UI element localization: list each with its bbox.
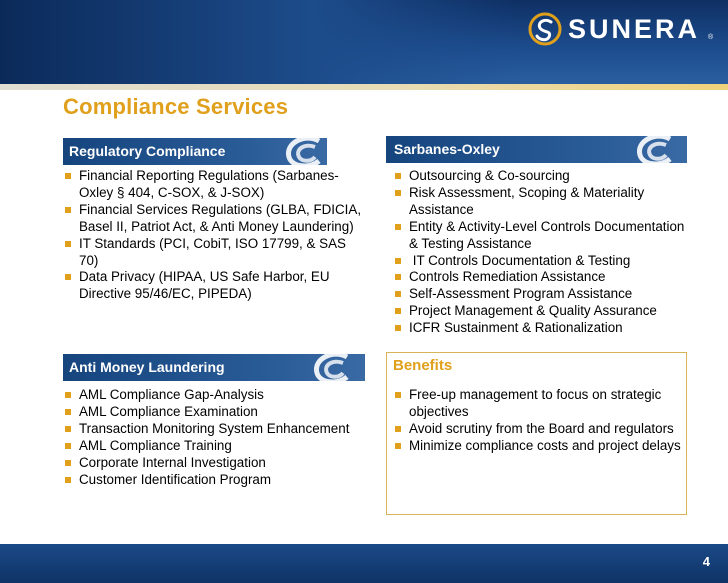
swoosh-icon	[275, 138, 327, 165]
anti-money-laundering-header	[63, 354, 365, 381]
list-item: AML Compliance Examination	[63, 404, 363, 421]
benefits-header	[387, 353, 686, 382]
list-item: AML Compliance Training	[63, 438, 363, 455]
section-title: Anti Money Laundering	[69, 359, 225, 375]
list-item: Risk Assessment, Scoping & Materiality Assistance	[393, 185, 693, 219]
list-item: IT Controls Documentation & Testing	[393, 253, 693, 270]
list-item: Entity & Activity-Level Controls Documentation & Testing Assistance	[393, 219, 693, 253]
list-item: Financial Reporting Regulations (Sarbanes-Oxley § 404, C-SOX, & J-SOX)	[63, 168, 363, 202]
footer-bar	[0, 544, 728, 583]
section-title: Benefits	[393, 357, 453, 374]
benefits-box	[386, 352, 687, 515]
list-item: Corporate Internal Investigation	[63, 455, 363, 472]
list-item: Free-up management to focus on strategic objectives	[393, 387, 681, 421]
swoosh-icon	[626, 136, 680, 163]
brand-name: SUNERA	[568, 14, 701, 44]
section-title: Sarbanes-Oxley	[394, 141, 500, 157]
list-item: Self-Assessment Program Assistance	[393, 286, 693, 303]
regulatory-compliance-list	[63, 168, 363, 303]
list-item: Outsourcing & Co-sourcing	[393, 168, 693, 185]
sarbanes-oxley-header	[386, 136, 687, 163]
header-gradient	[0, 0, 520, 84]
page-title: Compliance Services	[63, 94, 289, 119]
list-item: Customer Identification Program	[63, 472, 363, 489]
list-item: Controls Remediation Assistance	[393, 269, 693, 286]
registered-mark: ®	[708, 34, 714, 41]
list-item: ICFR Sustainment & Rationalization	[393, 320, 693, 337]
list-item: Transaction Monitoring System Enhancement	[63, 421, 363, 438]
list-item: Avoid scrutiny from the Board and regulators	[393, 421, 681, 438]
benefits-list	[393, 387, 681, 455]
section-title: Regulatory Compliance	[69, 143, 226, 159]
anti-money-laundering-list	[63, 387, 363, 488]
list-item: Financial Services Regulations (GLBA, FDICIA, Basel II, Patriot Act, & Anti Money Laundering)	[63, 202, 363, 236]
list-item: AML Compliance Gap-Analysis	[63, 387, 363, 404]
sunera-swirl-icon	[528, 12, 562, 46]
sarbanes-oxley-list	[393, 168, 693, 337]
list-item: IT Standards (PCI, CobiT, ISO 17799, & SAS 70)	[63, 236, 363, 270]
regulatory-compliance-header	[63, 138, 327, 165]
list-item: Data Privacy (HIPAA, US Safe Harbor, EU Directive 95/46/EC, PIPEDA)	[63, 269, 363, 303]
list-item: Project Management & Quality Assurance	[393, 303, 693, 320]
sunera-logo	[528, 12, 718, 46]
header-gold-band	[0, 84, 728, 90]
swoosh-icon	[303, 354, 357, 381]
page-number: 4	[702, 554, 710, 569]
list-item: Minimize compliance costs and project delays	[393, 438, 681, 455]
header-bar	[0, 0, 728, 84]
